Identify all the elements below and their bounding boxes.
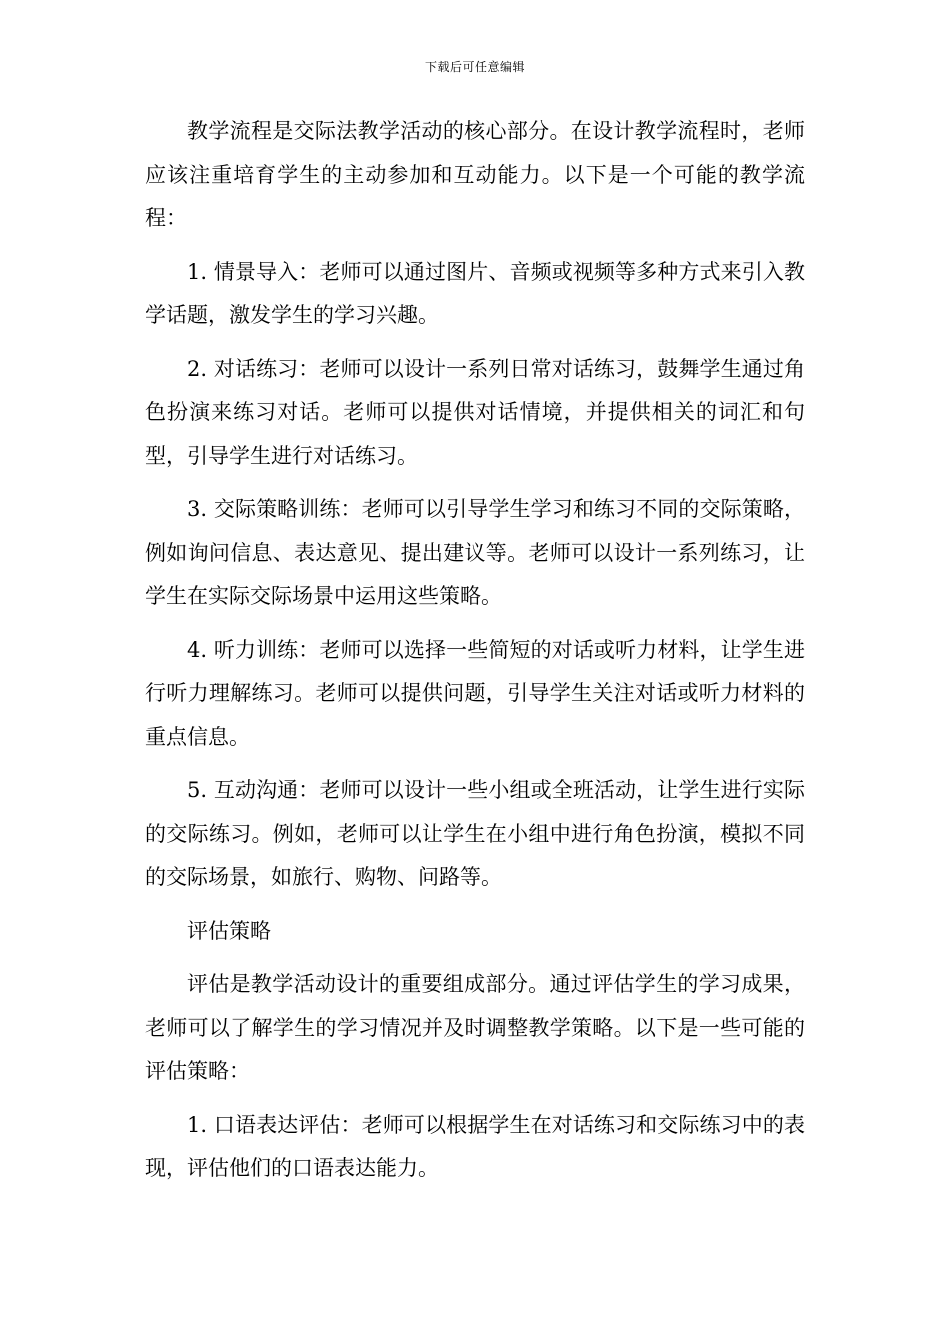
paragraph-evaluation-intro: 评估是教学活动设计的重要组成部分。通过评估学生的学习成果，老师可以了解学生的学习情况并及时调整教学策略。以下是一些可能的评估策略： [145, 972, 805, 1083]
paragraph-intro: 教学流程是交际法教学活动的核心部分。在设计教学流程时，老师应该注重培育学生的主动参加和互动能力。以下是一个可能的教学流程： [145, 119, 805, 230]
document-body [145, 110, 805, 1201]
paragraph-step-4: 4. 听力训练：老师可以选择一些简短的对话或听力材料，让学生进行听力理解练习。老师可以提供问题，引导学生关注对话或听力材料的重点信息。 [145, 637, 805, 749]
paragraph-step-3: 3. 交际策略训练：老师可以引导学生学习和练习不同的交际策略，例如询问信息、表达意见、提出建议等。老师可以设计一系列练习，让学生在实际交际场景中运用这些策略。 [145, 497, 805, 608]
paragraph-step-5: 5. 互动沟通：老师可以设计一些小组或全班活动，让学生进行实际的交际练习。例如，老师可以让学生在小组中进行角色扮演，模拟不同的交际场景，如旅行、购物、问路等。 [145, 778, 805, 889]
paragraph-evaluation-1: 1. 口语表达评估：老师可以根据学生在对话练习和交际练习中的表现，评估他们的口语表达能力。 [145, 1112, 805, 1180]
paragraph-step-1: 1. 情景导入：老师可以通过图片、音频或视频等多种方式来引入教学话题，激发学生的学习兴趣。 [145, 259, 805, 327]
paragraph-step-2: 2. 对话练习：老师可以设计一系列日常对话练习，鼓舞学生通过角色扮演来练习对话。老师可以提供对话情境，并提供相关的词汇和句型，引导学生进行对话练习。 [145, 356, 805, 468]
section-heading-evaluation: 评估策略 [187, 918, 271, 943]
page-header: 下载后可任意编辑 [424, 60, 525, 74]
